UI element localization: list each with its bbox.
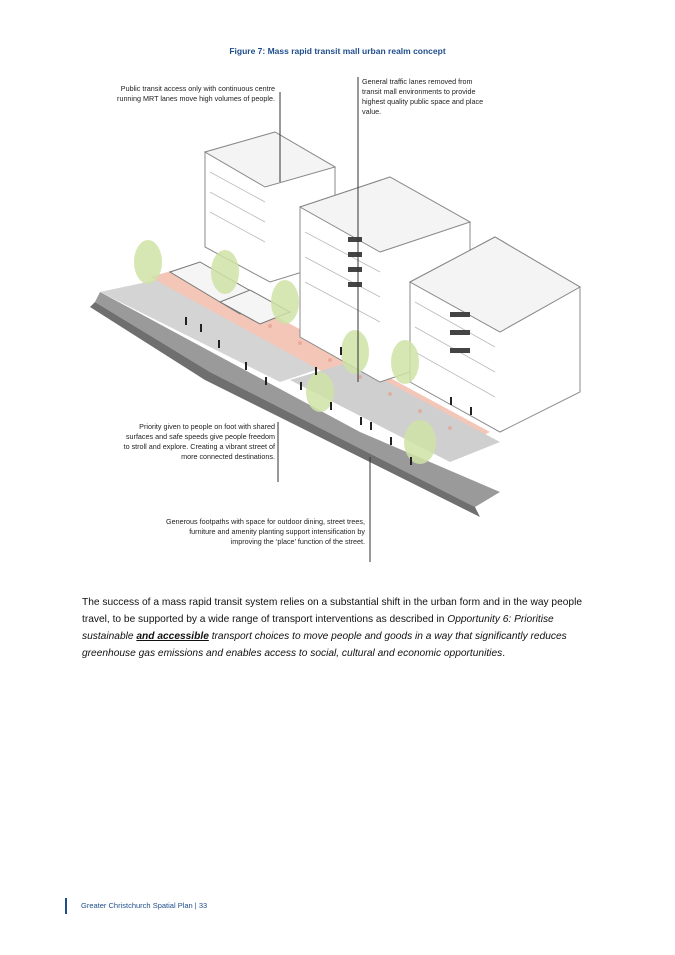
annotation-public-transit: Public transit access only with continuous centre running MRT lanes move high volumes of people. — [117, 84, 275, 103]
annotation-traffic-removed: General traffic lanes removed from transit mall environments to provide highest quality public space and place value. — [362, 77, 484, 116]
annotation-footpaths: Generous footpaths with space for outdoor dining, street trees, furniture and amenity planting support intensification by improving the ‘place’ function of the street. — [166, 517, 365, 546]
body-paragraph — [82, 594, 602, 662]
body-end: . — [502, 648, 506, 659]
body-italic-2: transport choices to move people and goods in a way that significantly reduces greenhouse gas emissions and enables access to social, cultural and economic opportunities — [82, 631, 567, 659]
annotation-priority: Priority given to people on foot with shared surfaces and safe speeds give people freedom to stroll and explore. Creating a vibrant street of more connected destinations. — [123, 422, 275, 461]
page-footer: Greater Christchurch Spatial Plan | 33 — [65, 898, 207, 914]
street-diagram — [90, 62, 600, 572]
figure-caption: Figure 7: Mass rapid transit mall urban realm concept — [229, 46, 446, 56]
body-text-1: The success of a mass rapid transit system relies on a substantial shift in the urban form and in the way people travel, to be supported by a wide range of transport interventions as described in — [82, 597, 583, 625]
urban-realm-illustration — [90, 62, 600, 572]
body-italic-1: Opportunity 6: Prioritise sustainable — [82, 614, 554, 642]
body-bold-underline: and accessible — [136, 631, 209, 642]
